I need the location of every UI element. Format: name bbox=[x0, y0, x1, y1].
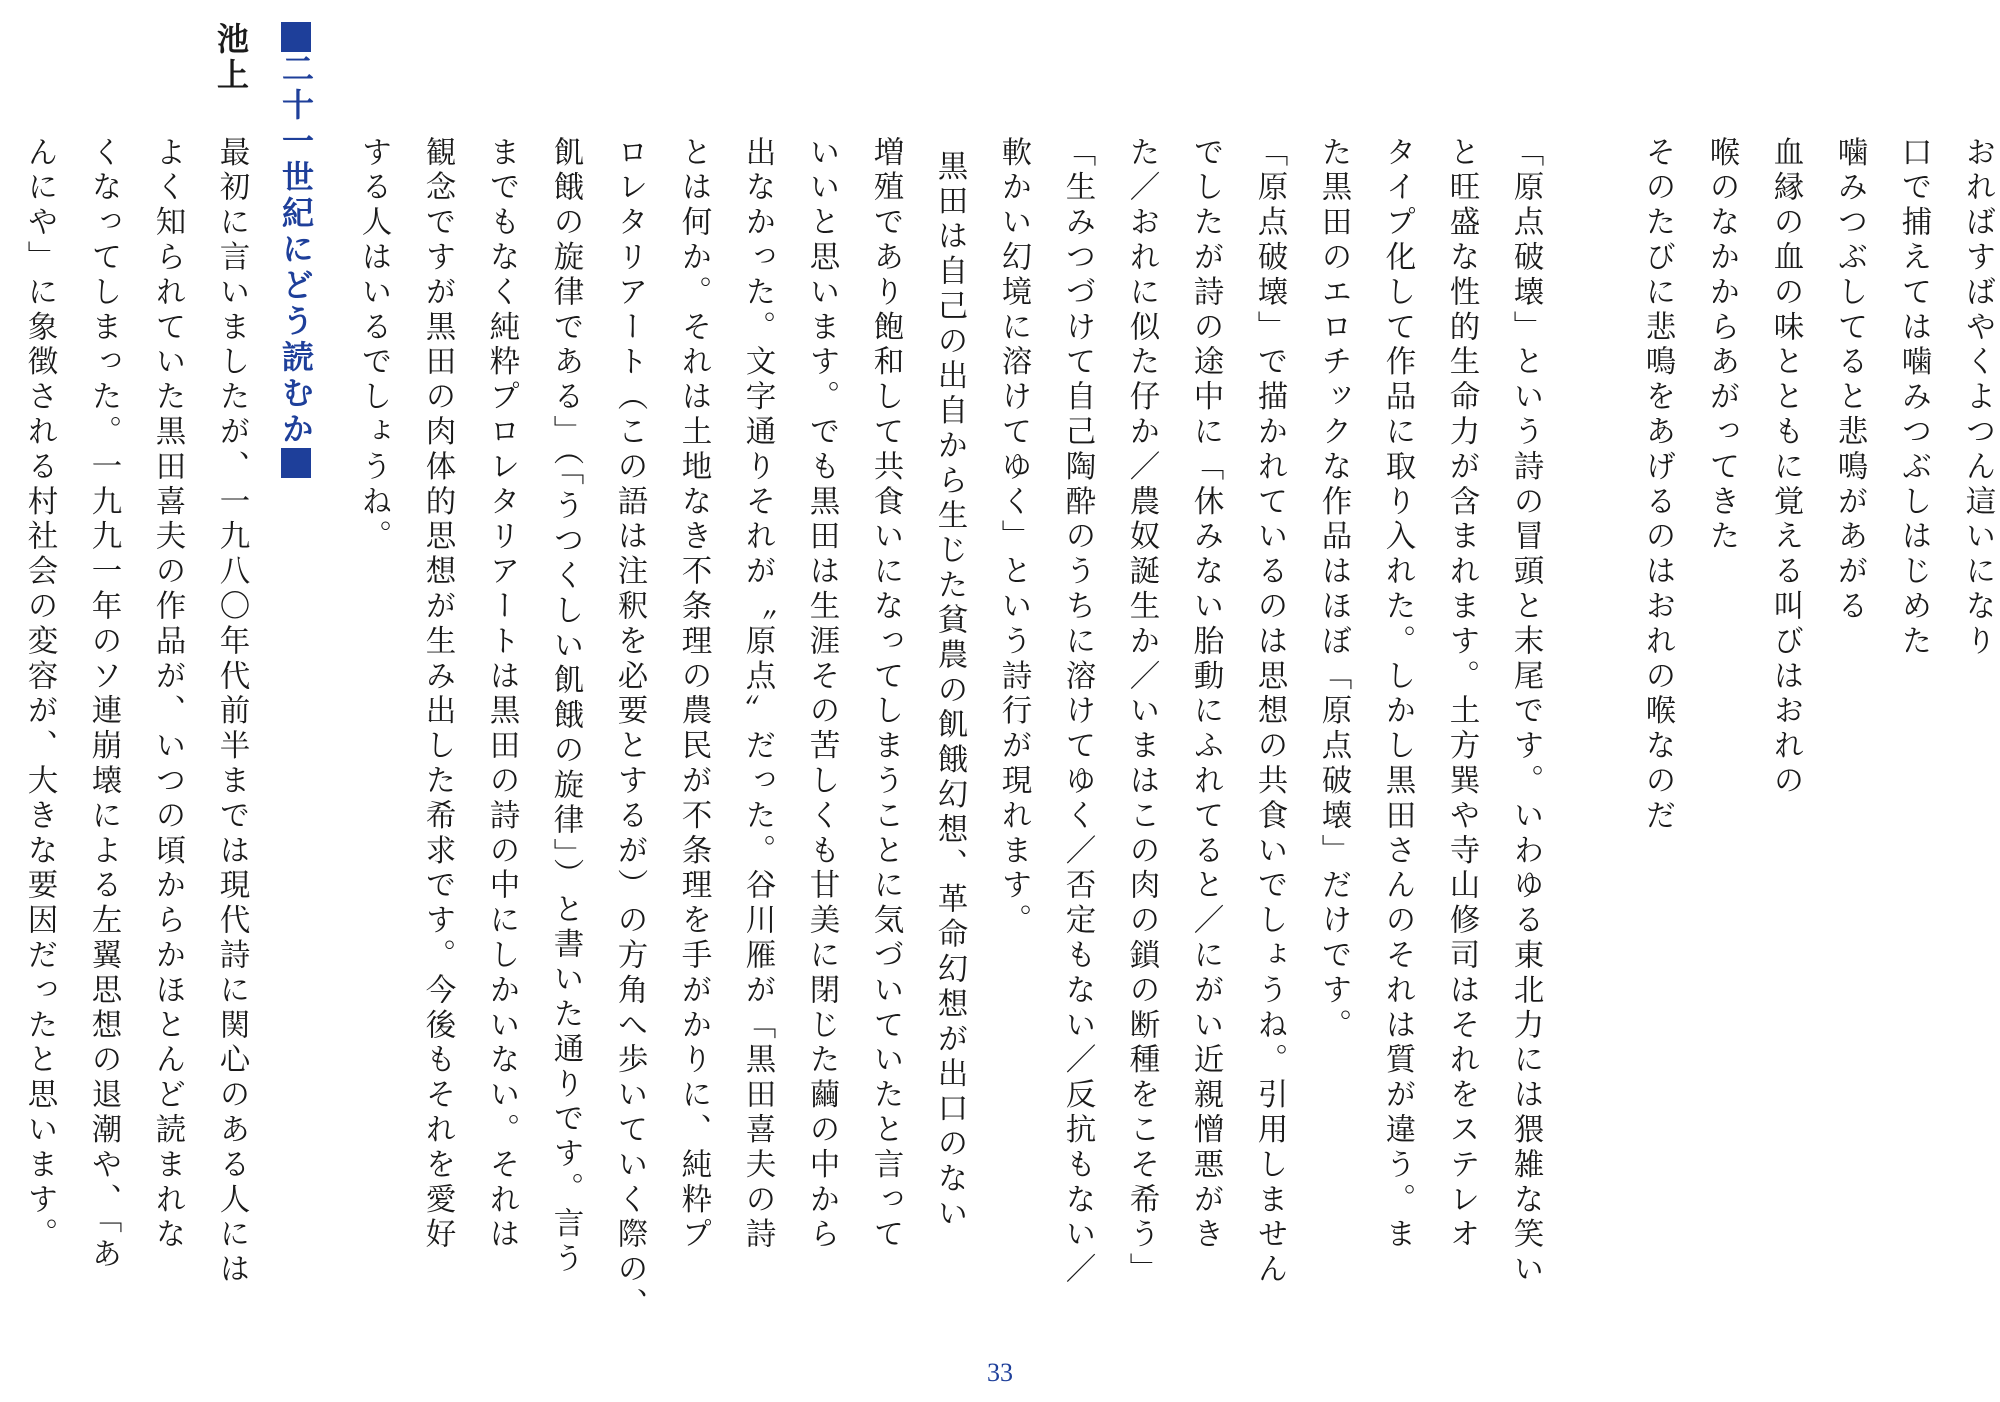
body-text-line: くなってしまった。一九九一年のソ連崩壊による左翼思想の退潮や、「あ bbox=[86, 136, 121, 1273]
body-text-line: ロレタリアート（この語は注釈を必要とするが）の方角へ歩いていく際の、 bbox=[612, 136, 647, 1323]
body-text-line: と旺盛な性的生命力が含まれます。土方巽や寺山修司はそれをステレオ bbox=[1444, 136, 1479, 1253]
body-text-line: んにや」に象徴される村社会の変容が、大きな要因だったと思います。 bbox=[22, 136, 57, 1253]
body-text-line: 黒田は自己の出自から生じた貧農の飢餓幻想、革命幻想が出口のない bbox=[932, 150, 967, 1232]
body-text-line: 増殖であり飽和して共食いになってしまうことに気づいていたと言って bbox=[868, 136, 903, 1253]
square-bullet-icon bbox=[281, 22, 311, 52]
body-text-line: とは何か。それは土地なき不条理の農民が不条理を手がかりに、純粋プ bbox=[676, 136, 711, 1253]
poem-line: 血縁の血の味とともに覚える叫びはおれの bbox=[1768, 136, 1803, 800]
body-text-line: 観念ですが黒田の肉体的思想が生み出した希求です。今後もそれを愛好 bbox=[420, 136, 455, 1253]
square-bullet-icon bbox=[281, 448, 311, 478]
body-text-line: 「原点破壊」で描かれているのは思想の共食いでしょうね。引用しません bbox=[1252, 136, 1287, 1288]
body-text-line: 「原点破壊」という詩の冒頭と末尾です。いわゆる東北力には猥雑な笑い bbox=[1508, 136, 1543, 1288]
body-text-line: た黒田のエロチックな作品はほぼ「原点破壊」だけです。 bbox=[1316, 136, 1351, 1044]
poem-line: 噛みつぶしてると悲鳴があがる bbox=[1832, 136, 1867, 625]
poem-line: そのたびに悲鳴をあげるのはおれの喉なのだ bbox=[1640, 136, 1675, 834]
body-text-line: 最初に言いましたが、一九八〇年代前半までは現代詩に関心のある人には bbox=[214, 136, 249, 1288]
body-text-line: タイプ化して作品に取り入れた。しかし黒田さんのそれは質が違う。ま bbox=[1380, 136, 1415, 1253]
body-text-line: 出なかった。文字通りそれが〝原点〟だった。谷川雁が「黒田喜夫の詩 bbox=[740, 136, 775, 1253]
speaker-name: 池上 bbox=[212, 22, 250, 94]
section-heading bbox=[277, 22, 315, 478]
poem-line: 口で捕えては噛みつぶしはじめた bbox=[1896, 136, 1931, 660]
body-text-line: た／おれに似た仔か／農奴誕生か／いまはこの肉の鎖の断種をこそ希う」 bbox=[1124, 136, 1159, 1288]
poem-line: 喉のなかからあがってきた bbox=[1704, 136, 1739, 555]
page-number: 33 bbox=[987, 1358, 1013, 1387]
body-text-line: でしたが詩の途中に「休みない胎動にふれてると／にがい近親憎悪がき bbox=[1188, 136, 1223, 1253]
body-text-line: よく知られていた黒田喜夫の作品が、いつの頃からかほとんど読まれな bbox=[150, 136, 185, 1253]
section-heading-text: 二十一世紀にどう読むか bbox=[277, 52, 315, 448]
body-text-line: 飢餓の旋律である」（「うつくしい飢餓の旋律」）と書いた通りです。言う bbox=[548, 136, 583, 1277]
poem-line: おればすばやくよつん這いになり bbox=[1960, 136, 1995, 660]
body-text-line: 「生みつづけて自己陶酔のうちに溶けてゆく／否定もない／反抗もない／ bbox=[1060, 136, 1095, 1288]
body-text-line: までもなく純粋プロレタリアートは黒田の詩の中にしかいない。それは bbox=[484, 136, 519, 1253]
body-text-line: 軟かい幻境に溶けてゆく」という詩行が現れます。 bbox=[996, 136, 1031, 939]
body-text-line: いいと思います。でも黒田は生涯その苦しくも甘美に閉じた繭の中から bbox=[804, 136, 839, 1253]
body-text-line: する人はいるでしょうね。 bbox=[356, 136, 391, 555]
